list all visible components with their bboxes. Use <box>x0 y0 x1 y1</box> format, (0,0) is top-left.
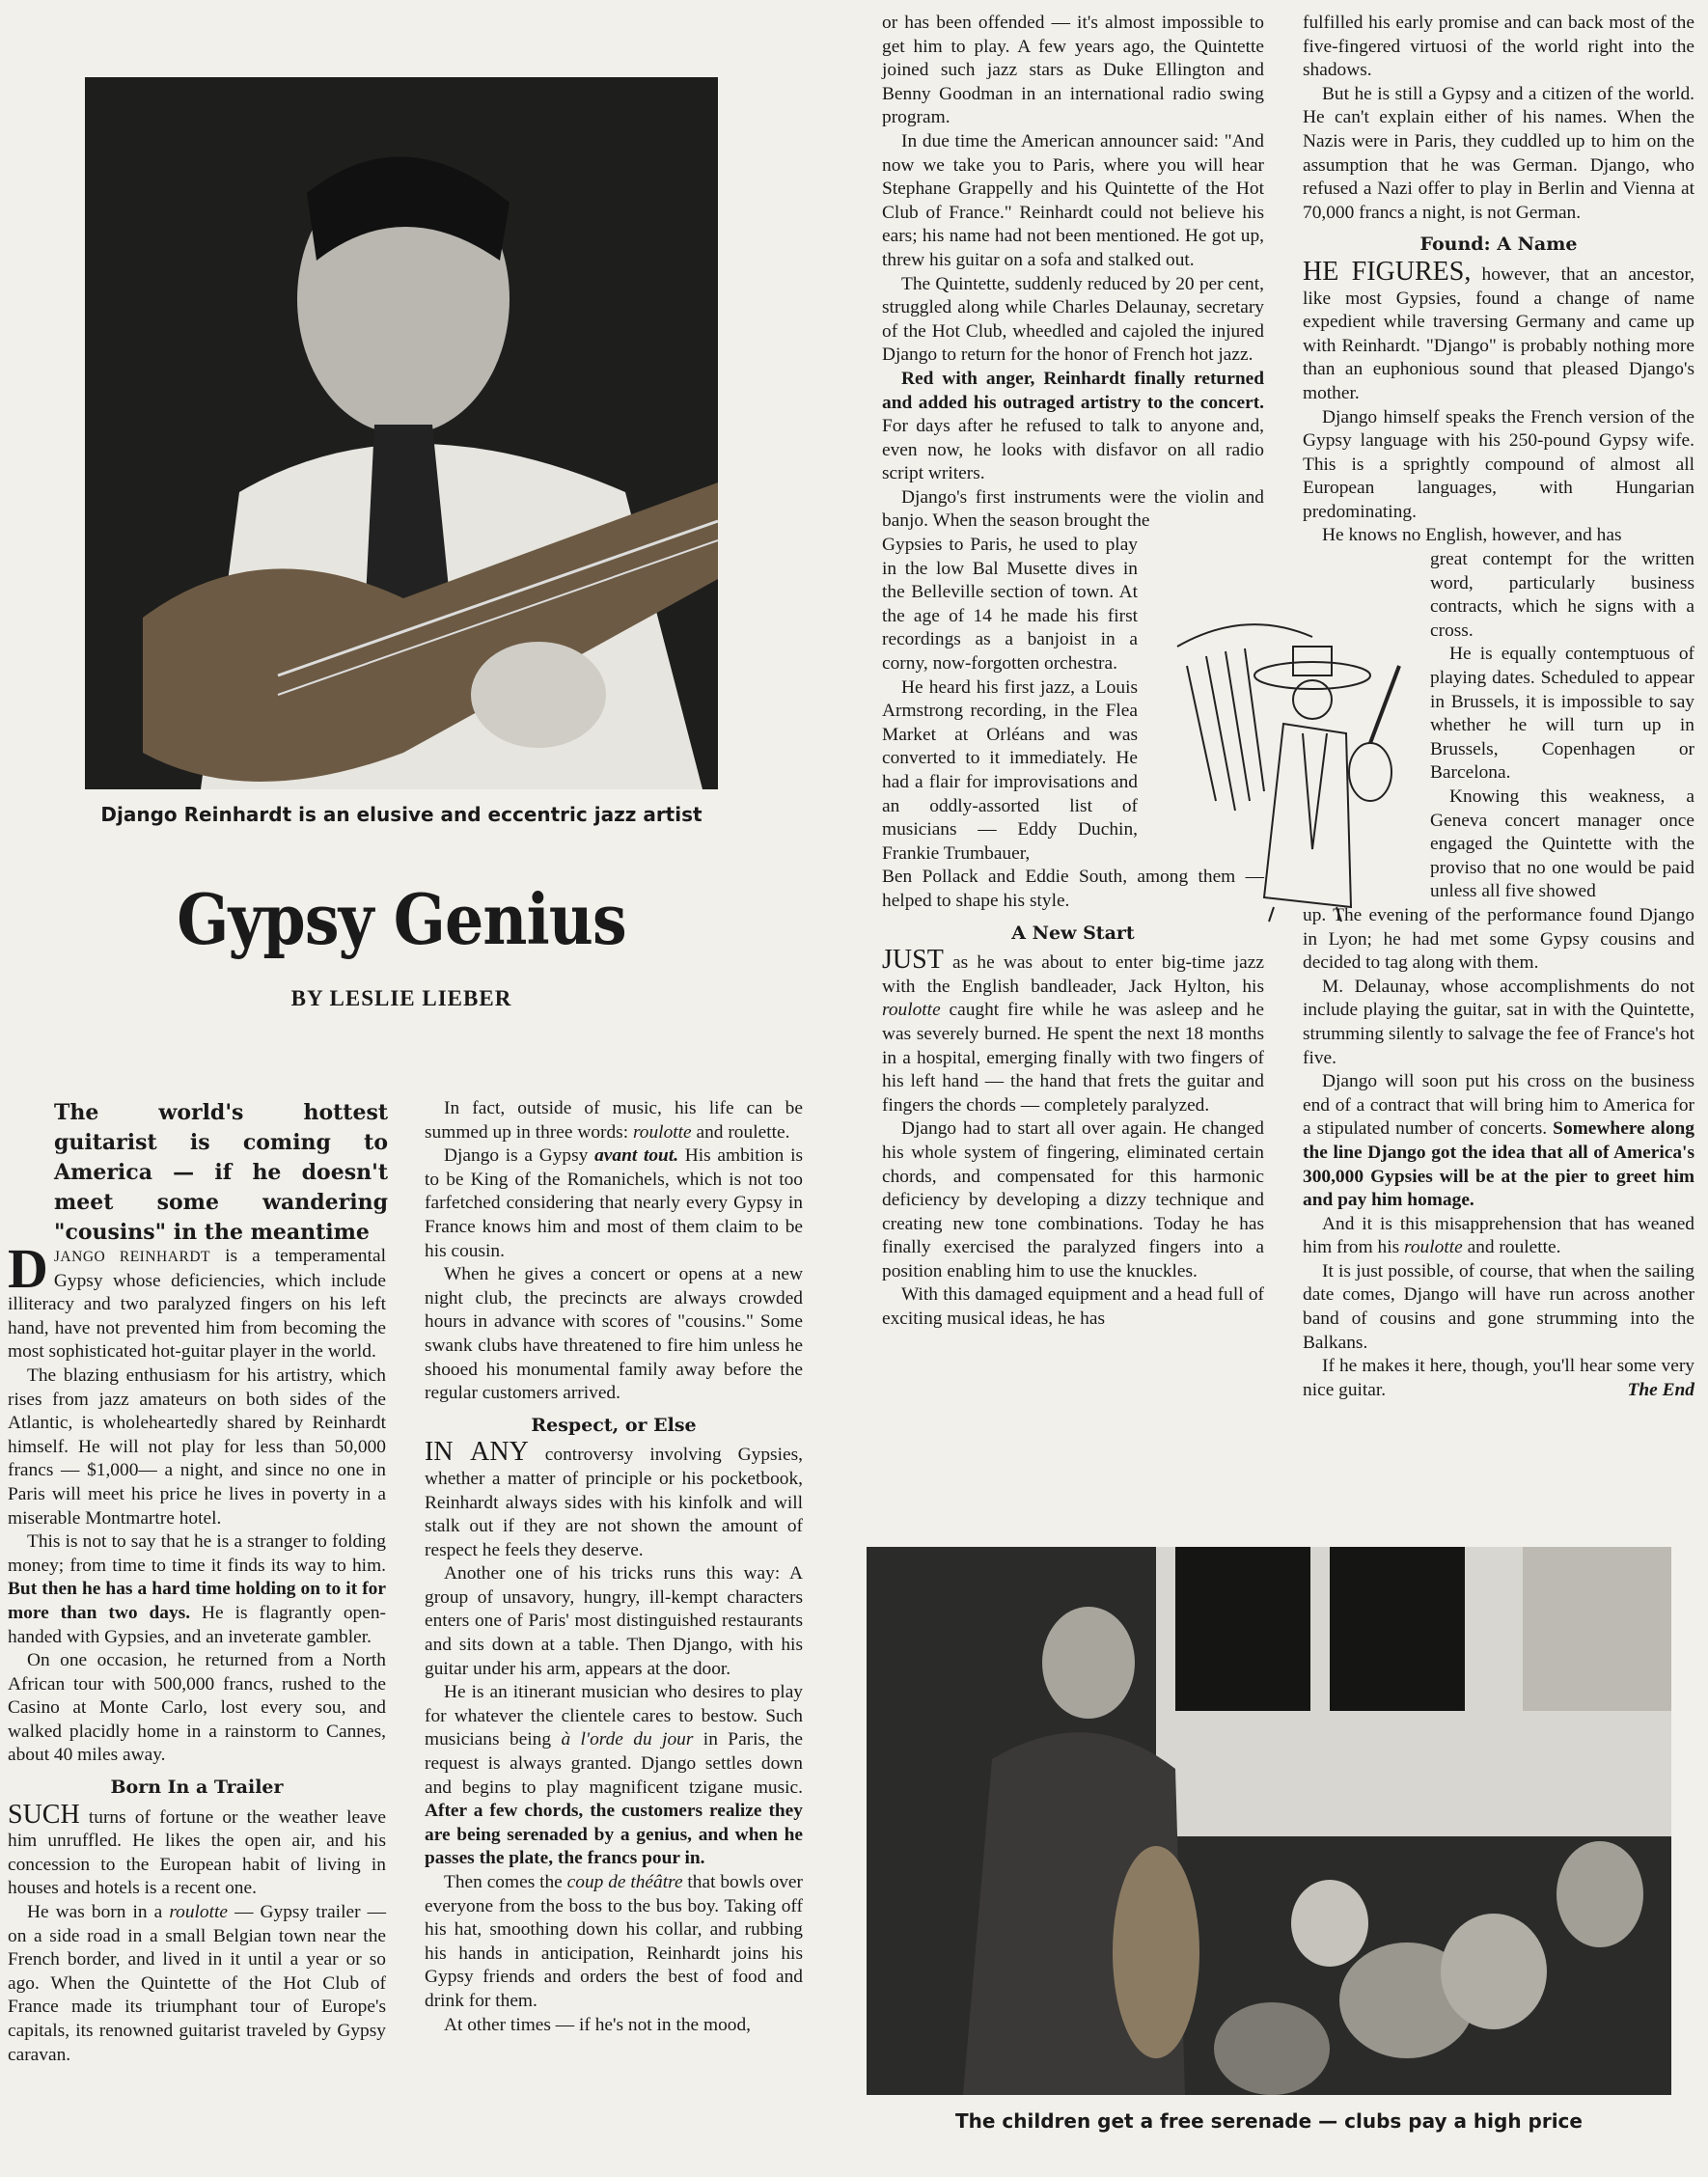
paragraph: Ben Pollack and Eddie South, among them — helped to shape his style. <box>882 867 1264 911</box>
deck-subtitle: The world's hottest guitarist is coming to America — if he doesn't meet some wandering "cousins" in the meantime <box>54 1100 388 1245</box>
top-photo-caption: Django Reinhardt is an elusive and eccentric jazz artist <box>100 803 702 826</box>
paragraph: At other times — if he's not in the mood, <box>444 2014 752 2035</box>
column-3: or has been offended — it's almost impossible to get him to play. A few years ago, the Quintette joined such jazz stars as Duke Ellington and Benny Goodman in an international radio swing program. In due time the American announcer said: "And now we take you to Paris, where you will hear Stephane Grappelly and his Quintette of the Hot Club of France." Reinhardt could not believe his ears; his name had not been mentioned. He got up, threw his guitar on a sofa and stalked out. The Quintette, suddenly reduced by 20 per cent, struggled along while Charles Delaunay, secretary of the Hot Club, wheedled and cajoled the injured Django to return for the honor of French hot jazz. Red with anger, Reinhardt finally returned and added his outraged artistry to the concert. For days after he refused to talk to anyone and, even now, he looks with disfavor on all radio script writers. Django's first instruments were the violin and banjo. When the season brought the Gypsies to Paris, he used to play in the low Bal Musette dives in the Belleville section of town. At the age of 14 he made his first recordings as a banjoist in a corny, now-forgotten orchestra. He heard his first jazz, a Louis Armstrong recording, in the Flea Market at Orléans and was converted to it immediately. He had a flair for improvisations and an oddly-assorted list of musicians — Eddy Duchin, Frankie Trumbauer, Ben Pollack and Eddie South, among them — helped to shape his style. A New Start JUST as he was about to enter big-time jazz with the English bandleader, Jack Hylton, his roulotte caught fire while he was asleep and he was severely burned. He spent the next 18 months in a hospital, emerging finally with two fingers of his left hand — the hand that frets the guitar and fingers the chords — completely paralyzed. Django had to start all over again. He changed his whole system of fingering, eliminated certain chords, and compensated for this harmonic deficiency by developing a dizzy technique and creating new tone combinations. Today he has finally exercised the paralyzed fingers into a position enabling him to use the knuckles. With this damaged equipment and a head full of exciting musical ideas, he has <box>882 12 1264 1332</box>
paragraph: great contempt for the written word, particularly business contracts, which he signs with a cross. <box>1430 549 1694 641</box>
paragraph: or has been offended — it's almost impossible to get him to play. A few years ago, the Quintette joined such jazz stars as Duke Ellington and Benny Goodman in an international radio swing program. <box>882 13 1264 128</box>
paragraph: Knowing this weakness, a Geneva concert manager once engaged the Quintette with the proviso that no one would be paid unless all five showed <box>1430 786 1694 902</box>
paragraph: Django himself speaks the French version of the Gypsy language with his 250-pound Gypsy wife. This is a sprightly compound of almost all European languages, with Hungarian predominating. <box>1303 406 1694 522</box>
paragraph: He is equally contemptuous of playing dates. Scheduled to appear in Brussels, it is impossible to say whether he will turn up in Brussels, Copenhagen or Barcelona. <box>1430 644 1694 784</box>
byline: BY LESLIE LIEBER <box>290 986 512 1010</box>
paragraph: Another one of his tricks runs this way: A group of unsavory, hungry, ill-kempt characters enters one of Paris' most distinguished restaurants and sits down at a table. Then Django, with his guitar under his arm, appears at the door. <box>425 1563 803 1679</box>
paragraph: M. Delaunay, whose accomplishments do not include playing the guitar, sat in with the Quintette, strumming silently to salvage the fee of France's hot five. <box>1303 976 1694 1068</box>
top-photo <box>85 77 718 789</box>
dropcap: D <box>8 1237 48 1300</box>
bottom-photo-caption: The children get a free serenade — clubs pay a high price <box>955 2109 1583 2133</box>
column-1: DJANGO REINHARDT is a temperamental Gypsy whose deficiencies, which include illiteracy and two paralyzed fingers on his left hand, have not prevented him from becoming the most sophisticated hot-guitar player in the world. The blazing enthusiasm for his artistry, which rises from jazz amateurs on both sides of the Atlantic, is wholeheartedly shared by Reinhardt himself. He will not play for less than 50,000 francs — $1,000— a night, and since no one in Paris will meet his price he lives in poverty in a miserable Montmartre hotel. This is not to say that he is a stranger to folding money; from time to time it finds its way to him. But then he has a hard time holding on to it for more than two days. He is flagrantly open-handed with Gypsies, and an inveterate gambler. On one occasion, he returned from a North African tour with 500,000 francs, rushed to the Casino at Monte Carlo, lost every sou, and walked placidly home in a rainstorm to Cannes, about 40 miles away. Born In a Trailer SUCH turns of fortune or the weather leave him unruffled. He likes the open air, and his concession to the European habit of living in houses and hotels is a recent one. He was born in a roulotte — Gypsy trailer — on a side road in a small Belgian town near the French border, and lived in it until a year or so ago. When the Quintette of the Hot Club of France made its triumphant tour of Europe's capitals, its renowned guitarist traveled by Gypsy caravan. <box>8 1237 386 2065</box>
guitarist-with-children-icon <box>867 1547 1671 2095</box>
paragraph: Gypsies to Paris, he used to play in the low Bal Musette dives in the Belleville section of town. At the age of 14 he made his first recordings as a banjoist in a corny, now-forgotten orchestra. <box>882 535 1138 675</box>
the-end: The End <box>1627 1379 1694 1400</box>
paragraph: Django's first instruments were the violin and banjo. When the season brought the <box>882 486 1264 532</box>
paragraph: He heard his first jazz, a Louis Armstrong recording, in the Flea Market at Orléans and was converted to it immediately. He had a flair for improvisations and an oddly-assorted list of musicians — Eddy Duchin, Frankie Trumbauer, <box>882 676 1138 864</box>
paragraph: The blazing enthusiasm for his artistry, which rises from jazz amateurs on both sides of the Atlantic, is wholeheartedly shared by Reinhardt himself. He will not play for less than 50,000 francs — $1,000— a night, and since no one in Paris will meet his price he lives in poverty in a miserable Montmartre hotel. <box>8 1364 386 1529</box>
paragraph: Django had to start all over again. He changed his whole system of fingering, eliminated certain chords, and compensated for this harmonic deficiency by developing a dizzy technique and creating new tone combinations. Today he has finally exercised the paralyzed fingers into a position enabling him to use the knuckles. <box>882 1118 1264 1281</box>
headline: Gypsy Genius <box>177 878 626 960</box>
subhead-a-new-start: A New Start <box>1011 922 1135 944</box>
paragraph: When he gives a concert or opens at a new night club, the precincts are always crowded hours in advance with scores of "cousins." Some swank clubs have threatened to fire him unless he shooed his monumental family away before the regular customers arrived. <box>425 1264 803 1404</box>
column-2: In fact, outside of music, his life can be summed up in three words: roulotte and roulette. Django is a Gypsy avant tout. His ambition is to be King of the Romanichels, which is not too farfetched considering that nearly every Gypsy in France knows him and most of them claim to be his cousin. When he gives a concert or opens at a new night club, the precincts are always crowded hours in advance with scores of "cousins." Some swank clubs have threatened to fire him unless he shooed his monumental family away before the regular customers arrived. Respect, or Else IN ANY controversy involving Gypsies, whether a matter of principle or his pocketbook, Reinhardt always sides with his kinfolk and will stalk out if they are not shown the amount of respect he feels they deserve. Another one of his tricks runs this way: A group of unsavory, hungry, ill-kempt characters enters one of Paris' most distinguished restaurants and sits down at a table. Then Django, with his guitar under his arm, appears at the door. He is an itinerant musician who desires to play for whatever the clientele cares to bestow. Such musicians being à l'orde du jour in Paris, the request is always granted. Django settles down and begins to play magnificent tzigane music. After a few chords, the customers realize they are being serenaded by a genius, and when he passes the plate, the francs pour in. Then comes the coup de théâtre that bowls over everyone from the boss to the bus boy. Taking off his hat, smoothing down his collar, and rubbing his hands in anticipation, Reinhardt joins his Gypsy friends and orders the best of food and drink for them. At other times — if he's not in the mood, <box>425 1097 803 2037</box>
paragraph: With this damaged equipment and a head full of exciting musical ideas, he has <box>882 1284 1264 1330</box>
subhead-respect-or-else: Respect, or Else <box>531 1414 697 1436</box>
subhead-found-a-name: Found: A Name <box>1419 234 1578 256</box>
paragraph: up. The evening of the performance found Django in Lyon; he had met some Gypsy cousins and decided to tag along with them. <box>1303 904 1694 974</box>
paragraph: But he is still a Gypsy and a citizen of the world. He can't explain either of his names. When the Nazis were in Paris, they cuddled up to him on the assumption that he was German. Django, who refused a Nazi offer to play in Berlin and Vienna at 70,000 francs a night, is not German. <box>1303 83 1694 223</box>
column-4: fulfilled his early promise and can back most of the five-fingered virtuosi of the world right into the shadows. But he is still a Gypsy and a citizen of the world. He can't explain either of his names. When the Nazis were in Paris, they cuddled up to him on the assumption that he was German. Django, who refused a Nazi offer to play in Berlin and Vienna at 70,000 francs a night, is not German. Found: A Name HE FIGURES, however, that an ancestor, like most Gypsies, found a change of name expedient while traversing Germany and came up with Reinhardt. "Django" is probably nothing more than an euphonious sound that pleased Django's mother. Django himself speaks the French version of the Gypsy language with his 250-pound Gypsy wife. This is a sprightly compound of almost all European languages, with Hungarian predominating. He knows no English, however, and has great contempt for the written word, particularly business contracts, which he signs with a cross. He is equally contemptuous of playing dates. Scheduled to appear in Brussels, it is impossible to say whether he will turn up in Brussels, Copenhagen or Barcelona. Knowing this weakness, a Geneva concert manager once engaged the Quintette with the proviso that no one would be paid unless all five showed up. The evening of the performance found Django in Lyon; he had met some Gypsy cousins and decided to tag along with them. M. Delaunay, whose accomplishments do not include playing the guitar, sat in with the Quintette, strumming silently to salvage the fee of France's hot five. Django will soon put his cross on the business end of a contract that will bring him to America for a stipulated number of concerts. Somewhere along the line Django got the idea that all of America's 300,000 Gypsies will be at the pier to greet him and pay him homage. And it is this misapprehension that has weaned him from his roulotte and roulette. It is just possible, of course, that when the sailing date comes, Django will have run across another band of cousins and gone strumming into the Balkans. If he makes it here, though, you'll hear some very nice guitar. The End <box>1303 12 1694 1402</box>
paragraph: fulfilled his early promise and can back most of the five-fingered virtuosi of the world right into the shadows. <box>1303 13 1694 81</box>
subhead-born-in-a-trailer: Born In a Trailer <box>110 1777 284 1799</box>
guitarist-portrait-icon <box>85 77 718 789</box>
paragraph: It is just possible, of course, that when the sailing date comes, Django will have run across another band of cousins and gone strumming into the Balkans. <box>1303 1260 1694 1353</box>
paragraph: The Quintette, suddenly reduced by 20 per cent, struggled along while Charles Delaunay, secretary of the Hot Club, wheedled and cajoled the injured Django to return for the honor of French hot jazz. <box>882 273 1264 366</box>
paragraph: On one occasion, he returned from a North African tour with 500,000 francs, rushed to the Casino at Monte Carlo, lost every sou, and walked placidly home in a rainstorm to Cannes, about 40 miles away. <box>8 1650 386 1766</box>
paragraph: He knows no English, however, and has <box>1322 525 1622 546</box>
paragraph: In due time the American announcer said: "And now we take you to Paris, where you will hear Stephane Grappelly and his Quintette of the Hot Club of France." Reinhardt could not believe his ears; his name had not been mentioned. He got up, threw his guitar on a sofa and stalked out. <box>882 130 1264 270</box>
bottom-photo <box>867 1547 1671 2095</box>
